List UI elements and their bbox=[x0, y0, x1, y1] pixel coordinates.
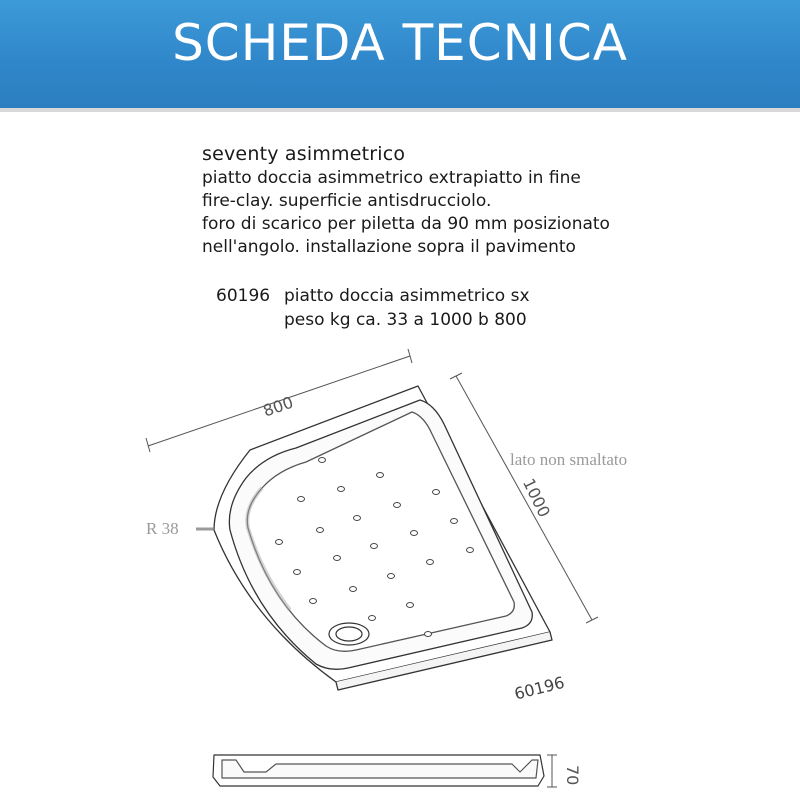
length-dimension-label: 1000 bbox=[518, 475, 554, 521]
height-dimension-label: 70 bbox=[563, 765, 582, 786]
description-line: piatto doccia asimmetrico extrapiatto in fine bbox=[202, 168, 581, 188]
width-dimension-label: 800 bbox=[260, 392, 296, 421]
product-name: seventy asimmetrico bbox=[202, 143, 406, 165]
radius-label: R 38 bbox=[146, 519, 179, 538]
article-name: piatto doccia asimmetrico sx bbox=[284, 286, 530, 306]
description-line: nell'angolo. installazione sopra il pavimento bbox=[202, 237, 576, 257]
tray-top-view bbox=[214, 386, 552, 690]
height-dimension bbox=[547, 755, 557, 787]
drawing-code-label: 60196 bbox=[512, 672, 567, 704]
description-line: fire-clay. superficie antisdrucciolo. bbox=[202, 191, 492, 211]
description-line: foro di scarico per piletta da 90 mm posizionato bbox=[202, 214, 610, 234]
unglazed-side-label: lato non smaltato bbox=[510, 450, 628, 469]
drain-hole bbox=[329, 623, 369, 645]
article-specs: peso kg ca. 33 a 1000 b 800 bbox=[284, 310, 527, 330]
article-code: 60196 bbox=[216, 286, 271, 306]
tray-side-view bbox=[213, 755, 544, 786]
page-title: SCHEDA TECNICA bbox=[172, 14, 628, 72]
